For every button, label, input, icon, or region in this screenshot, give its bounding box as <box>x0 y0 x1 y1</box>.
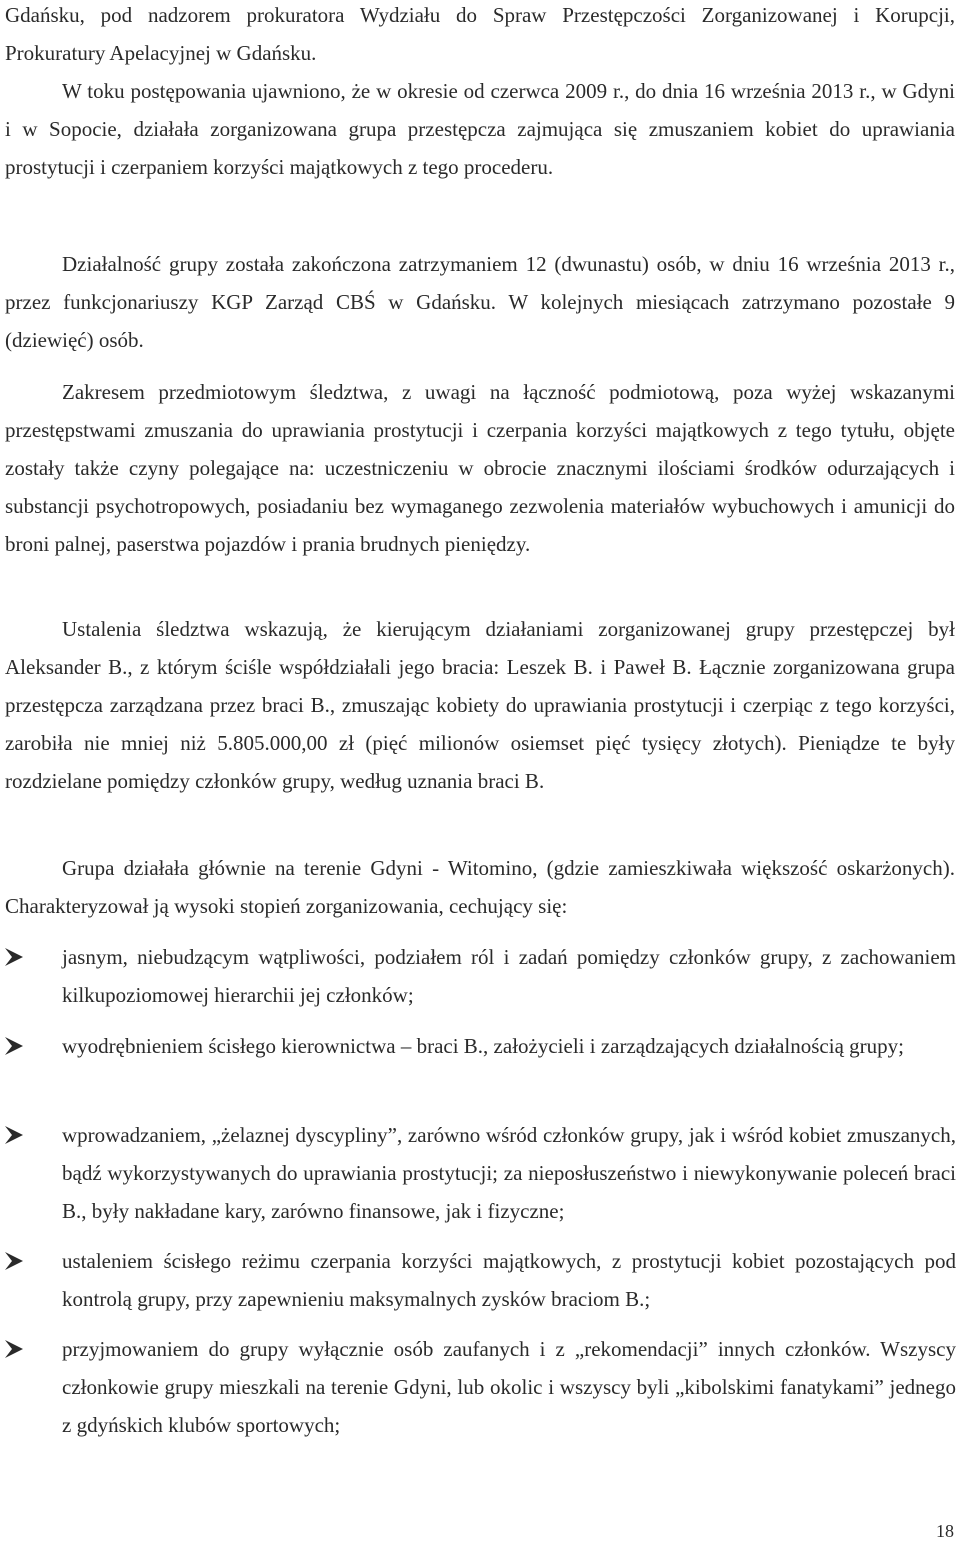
paragraph-6: Grupa działała głównie na terenie Gdyni - Witomino, (gdzie zamieszkiwała większość oskarżonych). Charakteryzował ją wysoki stopień zorganizowania, cechujący się: <box>5 856 955 918</box>
bullet-text: przyjmowaniem do grupy wyłącznie osób zaufanych i z „rekomendacji” innych członków. Wszyscy członkowie grupy mieszkali na terenie Gdyni, lub okolic i wszyscy byli „kibolskimi fanatykami” jednego z gdyńskich klubów sportowych; <box>62 1337 956 1437</box>
page-number: 18 <box>936 1521 954 1541</box>
bullet-text: wprowadzaniem, „żelaznej dyscypliny”, zarówno wśród członków grupy, jak i wśród kobiet zmuszanych, bądź wykorzystywanych do uprawiania prostytucji; za nieposłuszeństwo i niewykonywanie poleceń braci B., były nakładane kary, zarówno finansowe, jak i fizyczne; <box>62 1123 956 1223</box>
paragraph-1: Gdańsku, pod nadzorem prokuratora Wydziału do Spraw Przestępczości Zorganizowanej i Korupcji, Prokuratury Apelacyjnej w Gdańsku. <box>5 3 955 65</box>
arrowhead-bullet-icon <box>4 1125 24 1145</box>
arrowhead-bullet-icon <box>4 1251 24 1271</box>
paragraph-3: Działalność grupy została zakończona zatrzymaniem 12 (dwunastu) osób, w dniu 16 września 2013 r., przez funkcjonariuszy KGP Zarząd CBŚ w Gdańsku. W kolejnych miesiącach zatrzymano pozostałe 9 (dziewięć) osób. <box>5 252 955 352</box>
arrowhead-bullet-icon <box>4 947 24 967</box>
paragraph-2: W toku postępowania ujawniono, że w okresie od czerwca 2009 r., do dnia 16 września 2013 r., w Gdyni i w Sopocie, działała zorganizowana grupa przestępcza zajmująca się zmuszaniem kobiet do uprawiania prostytucji i czerpaniem korzyści majątkowych z tego procederu. <box>5 79 955 179</box>
arrowhead-bullet-icon <box>4 1339 24 1359</box>
arrowhead-bullet-icon <box>4 1036 24 1056</box>
bullet-text: wyodrębnieniem ścisłego kierownictwa – braci B., założycieli i zarządzających działalnością grupy; <box>62 1034 904 1058</box>
bullet-text: jasnym, niebudzącym wątpliwości, podziałem ról i zadań pomiędzy członków grupy, z zachowaniem kilkupoziomowej hierarchii jej członków; <box>62 945 956 1007</box>
paragraph-4: Zakresem przedmiotowym śledztwa, z uwagi na łączność podmiotową, poza wyżej wskazanymi przestępstwami zmuszania do uprawiania prostytucji i czerpania korzyści majątkowych z tego tytułu, objęte zostały także czyny polegające na: uczestniczeniu w obrocie znacznymi ilościami środków odurzających i substancji psychotropowych, posiadaniu bez wymaganego zezwolenia materiałów wybuchowych i amunicji do broni palnej, paserstwa pojazdów i prania brudnych pieniędzy. <box>5 380 955 556</box>
paragraph-5: Ustalenia śledztwa wskazują, że kierującym działaniami zorganizowanej grupy przestępczej był Aleksander B., z którym ściśle współdziałali jego bracia: Leszek B. i Paweł B. Łącznie zorganizowana grupa przestępcza zarządzana przez braci B., zmuszając kobiety do uprawiania prostytucji i czerpiąc z tego korzyści, zarobiła nie mniej niż 5.805.000,00 zł (pięć milionów osiemset pięć tysięcy złotych). Pieniądze te były rozdzielane pomiędzy członków grupy, według uznania braci B. <box>5 617 955 793</box>
bullet-text: ustaleniem ścisłego reżimu czerpania korzyści majątkowych, z prostytucji kobiet pozostających pod kontrolą grupy, przy zapewnieniu maksymalnych zysków braciom B.; <box>62 1249 956 1311</box>
